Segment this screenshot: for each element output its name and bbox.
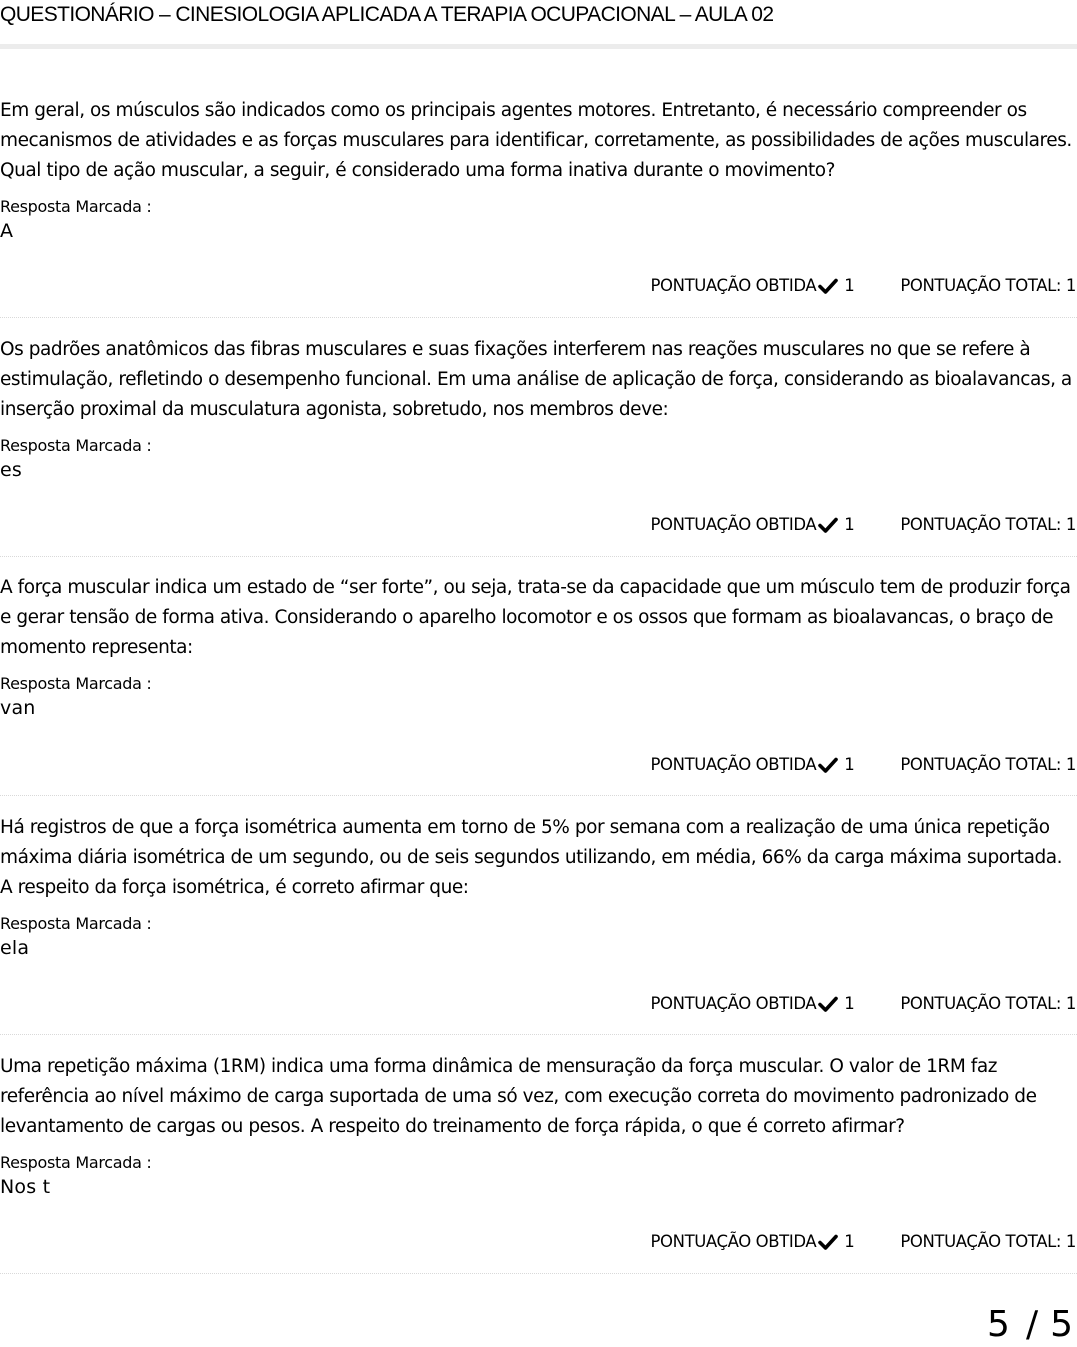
score-obtained (650, 514, 854, 536)
score-total (900, 754, 1076, 776)
answer-label: Resposta Marcada : (0, 1153, 152, 1172)
question-divider (0, 556, 1077, 557)
score-total (900, 1231, 1076, 1253)
question-block (0, 96, 1077, 244)
score-total-label: PONTUAÇÃO TOTAL: (900, 276, 1062, 295)
question-block (0, 573, 1077, 721)
question-block (0, 1052, 1077, 1200)
answer-value: es (0, 459, 22, 481)
question-block (0, 813, 1077, 961)
answer-label: Resposta Marcada : (0, 674, 152, 693)
check-icon (818, 516, 838, 534)
score-obtained-label: PONTUAÇÃO OBTIDA (650, 1232, 817, 1251)
pagination-separator: / (1025, 1304, 1041, 1345)
answer-label: Resposta Marcada : (0, 914, 152, 933)
score-total-value: 1 (1065, 755, 1076, 774)
score-total-label: PONTUAÇÃO TOTAL: (900, 994, 1062, 1013)
score-row (650, 1231, 1076, 1253)
score-obtained-value: 1 (844, 276, 855, 295)
score-obtained-value: 1 (844, 1232, 855, 1251)
check-icon (818, 756, 838, 774)
score-obtained (650, 1231, 854, 1253)
score-total-label: PONTUAÇÃO TOTAL: (900, 755, 1062, 774)
pagination (987, 1303, 1075, 1347)
score-row (650, 514, 1076, 536)
question-divider (0, 1273, 1077, 1274)
check-icon (818, 1233, 838, 1251)
answer-label: Resposta Marcada : (0, 436, 152, 455)
question-divider (0, 317, 1077, 318)
score-obtained (650, 275, 854, 297)
answer-value: Nos t (0, 1176, 51, 1198)
question-divider (0, 795, 1077, 796)
answer-value: A (0, 220, 14, 242)
page-title: QUESTIONÁRIO – CINESIOLOGIA APLICADA A TERAPIA OCUPACIONAL – AULA 02 (0, 3, 774, 26)
score-obtained-label: PONTUAÇÃO OBTIDA (650, 276, 817, 295)
score-total (900, 993, 1076, 1015)
score-total-label: PONTUAÇÃO TOTAL: (900, 515, 1062, 534)
question-block (0, 335, 1077, 483)
score-total (900, 514, 1076, 536)
question-divider (0, 1034, 1077, 1035)
score-total-value: 1 (1065, 515, 1076, 534)
pagination-current: 5 (987, 1304, 1012, 1345)
score-row (650, 993, 1076, 1015)
score-total (900, 275, 1076, 297)
score-obtained-value: 1 (844, 515, 855, 534)
score-total-value: 1 (1065, 276, 1076, 295)
question-text: Os padrões anatômicos das fibras musculares e suas fixações interferem nas reações musculares no que se refere à estimulação, refletindo o desempenho funcional. Em uma análise de aplicação de força, considerando as bioalavancas, a inserção proximal da musculatura agonista, sobretudo, nos membros deve: (0, 339, 1072, 420)
score-row (650, 754, 1076, 776)
score-row (650, 275, 1076, 297)
question-text: Uma repetição máxima (1RM) indica uma forma dinâmica de mensuração da força muscular. O valor de 1RM faz referência ao nível máximo de carga suportada de uma só vez, com execução correta do movimento padronizado de levantamento de cargas ou pesos. A respeito do treinamento de força rápida, o que é correto afirmar? (0, 1056, 1037, 1137)
pagination-total: 5 (1050, 1304, 1075, 1345)
question-text: A força muscular indica um estado de “ser forte”, ou seja, trata-se da capacidade que um músculo tem de produzir força e gerar tensão de forma ativa. Considerando o aparelho locomotor e os ossos que formam as bioalavancas, o braço de momento representa: (0, 577, 1071, 658)
answer-label: Resposta Marcada : (0, 197, 152, 216)
question-text: Em geral, os músculos são indicados como os principais agentes motores. Entretanto, é necessário compreender os mecanismos de atividades e as forças musculares para identificar, corretamente, as possibilidades de ações musculares. Qual tipo de ação muscular, a seguir, é considerado uma forma inativa durante o movimento? (0, 100, 1072, 181)
title-divider (0, 44, 1077, 49)
score-obtained-value: 1 (844, 755, 855, 774)
score-obtained (650, 754, 854, 776)
score-obtained-label: PONTUAÇÃO OBTIDA (650, 755, 817, 774)
score-total-value: 1 (1065, 994, 1076, 1013)
answer-value: ela (0, 937, 30, 959)
score-obtained-label: PONTUAÇÃO OBTIDA (650, 515, 817, 534)
check-icon (818, 995, 838, 1013)
score-obtained-value: 1 (844, 994, 855, 1013)
score-total-label: PONTUAÇÃO TOTAL: (900, 1232, 1062, 1251)
score-obtained-label: PONTUAÇÃO OBTIDA (650, 994, 817, 1013)
score-total-value: 1 (1065, 1232, 1076, 1251)
check-icon (818, 277, 838, 295)
question-text: Há registros de que a força isométrica aumenta em torno de 5% por semana com a realização de uma única repetição máxima diária isométrica de um segundo, ou de seis segundos utilizando, em média, 66% da carga máxima suportada. A respeito da força isométrica, é correto afirmar que: (0, 817, 1063, 898)
score-obtained (650, 993, 854, 1015)
answer-value: van (0, 697, 36, 719)
